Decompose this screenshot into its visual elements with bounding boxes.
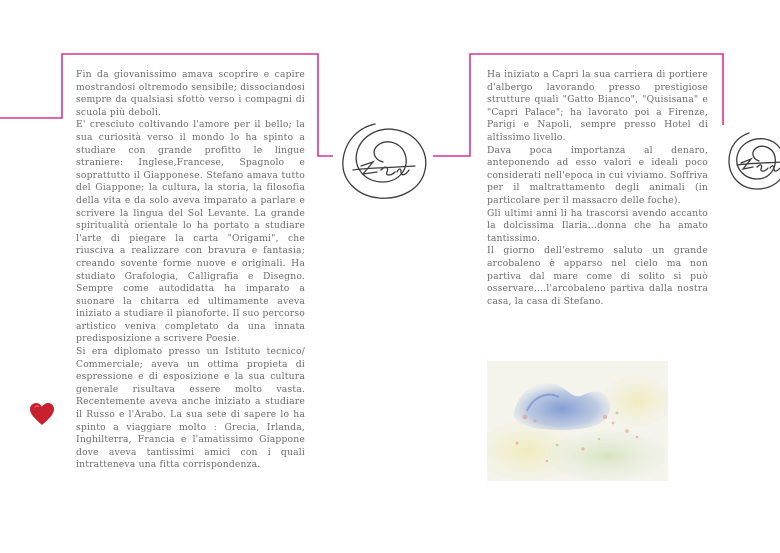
right-paragraph-2: Dava poca importanza al denaro, anteponendo ad esso valori e ideali poco considerati nell'epoca in cui viviamo. Soffriva per il maltrattamento degli animali (in particolare per il massacro delle foche). xyxy=(487,144,708,206)
left-paragraph-1: Fin da giovanissimo amava scoprire e capire mostrandosi oltremodo sensibile; dissociandosi sempre da qualsiasi sfottò verso i compagni di scuola più deboli. xyxy=(76,69,305,118)
left-text-column xyxy=(76,69,305,472)
zen-spiral-icon xyxy=(335,118,435,204)
right-text-column xyxy=(487,69,708,308)
right-paragraph-1: Ha iniziato a Capri la sua carriera di portiere d'albergo lavorando presso prestigiose strutture quali "Gatto Bianco", "Quisisana" e "Capri Palace"; ha lavorato poi a Firenze, Parigi e Napoli, sempre presso Hotel di altissimo livello. xyxy=(487,69,708,143)
left-paragraph-2: E' cresciuto coltivando l'amore per il bello; la sua curiosità verso il mondo lo ha spinto a studiare con grande profitto le lingue straniere: Inglese,Francese, Spagnolo e soprattutto il Giapponese. Stefano amava tutto del Giappone; la cultura, la storia, la filosofia della vita e da solo aveva imparato a parlare e scrivere la lingua del Sol Levante. La grande spiritualità orientale lo ha portato a studiare l'arte di piegare la carta "Origami", che riusciva a realizzare con bravura e fantasia; creando sovente forme nuove e originali. Ha studiato Grafologia, Calligrafia e Disegno. Sempre come autodidatta ha imparato a suonare la chitarra ed ultimamente aveva iniziato a studiare il pianoforte. Il suo percorso artistico veniva completato da una innata predisposizione a scrivere Poesie. xyxy=(76,119,305,345)
right-paragraph-3: Gli ultimi anni li ha trascorsi avendo accanto la dolcissima Ilaria...donna che ha amato tantissimo. xyxy=(487,207,708,244)
left-paragraph-3: Si era diplomato presso un Istituto tecnico/ Commerciale; aveva un ottima propieta di espressione e di esposizione e la sua cultura generale risultava essere molto vasta. Recentemente aveva anche iniziato a studiare il Russo e l'Arabo. La sua sete di sapere lo ha spinto a viaggiare molto : Grecia, Irlanda, Inghilterra, Francia e l'amatissimo Giappone dove aveva tantissimi amici con i quali intratteneva una fitta corrispondenza. xyxy=(76,346,305,471)
right-paragraph-4: Il giorno dell'estremo saluto un grande arcobaleno è apparso nel cielo ma non partiva dal mare come di solito si può osservare....l'arcobaleno partiva dalla nostra casa, la casa di Stefano. xyxy=(487,245,708,307)
heart-icon xyxy=(29,402,55,426)
zen-spiral-icon xyxy=(725,125,780,195)
watercolor-artwork xyxy=(487,361,668,481)
